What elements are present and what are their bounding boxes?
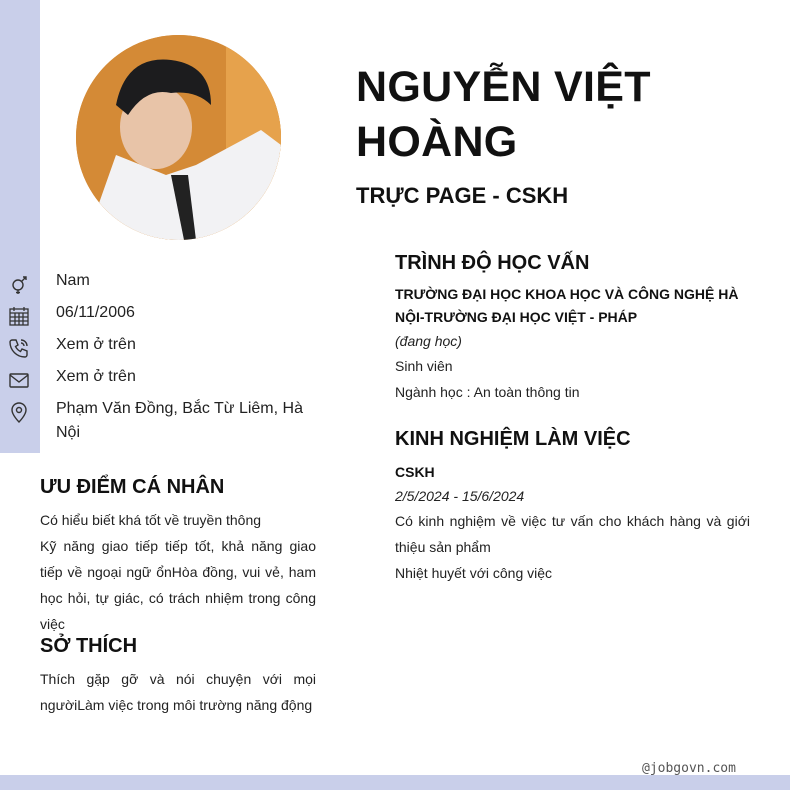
hobbies-heading: SỞ THÍCH	[40, 635, 138, 657]
email-text: Xem ở trên	[56, 368, 136, 385]
candidate-name: NGUYỄN VIỆT HOÀNG	[356, 63, 651, 166]
school-name: TRƯỜNG ĐẠI HỌC KHOA HỌC VÀ CÔNG NGHỆ HÀ NỘI-TRƯỜNG ĐẠI HỌC VIỆT - PHÁP	[395, 286, 739, 325]
experience-section	[395, 428, 750, 586]
contact-birthday	[0, 301, 330, 333]
contact-email	[0, 365, 330, 397]
phone-text: Xem ở trên	[56, 336, 136, 353]
gender-icon	[8, 273, 30, 295]
strengths-section	[40, 476, 316, 637]
phone-icon	[8, 337, 30, 359]
email-icon	[8, 369, 30, 391]
calendar-icon	[8, 305, 30, 327]
contact-phone	[0, 333, 330, 365]
education-heading: TRÌNH ĐỘ HỌC VẤN	[395, 252, 590, 274]
education-section	[395, 252, 750, 405]
avatar	[76, 35, 281, 240]
education-role: Sinh viên	[395, 358, 453, 374]
location-icon	[8, 401, 30, 423]
education-status: (đang học)	[395, 333, 462, 349]
bottom-accent-strip	[0, 775, 790, 790]
strengths-text: Có hiểu biết khá tốt về truyền thông Kỹ năng giao tiếp tiếp tốt, khả năng giao tiếp về ngoại ngữ ổnHòa đồng, vui vẻ, ham học hỏi, tự giác, có trách nhiệm trong công việc	[40, 512, 316, 632]
contact-gender	[0, 269, 330, 301]
experience-position: CSKH	[395, 464, 435, 480]
strengths-heading: ƯU ĐIỂM CÁ NHÂN	[40, 476, 225, 498]
experience-description: Có kinh nghiệm về việc tư vấn cho khách hàng và giới thiệu sản phẩm Nhiệt huyết với công việc	[395, 513, 750, 581]
education-major: Ngành học : An toàn thông tin	[395, 384, 580, 400]
hobbies-text: Thích gặp gỡ và nói chuyện với mọi ngườiLàm việc trong môi trường năng động	[40, 671, 316, 713]
contact-address	[0, 397, 330, 445]
gender-text: Nam	[56, 272, 90, 289]
birthday-text: 06/11/2006	[56, 304, 135, 321]
job-title: TRỰC PAGE - CSKH	[356, 183, 569, 208]
experience-period: 2/5/2024 - 15/6/2024	[395, 488, 525, 504]
address-text: Phạm Văn Đồng, Bắc Từ Liêm, Hà Nội	[56, 400, 303, 441]
hobbies-section	[40, 635, 316, 718]
experience-heading: KINH NGHIỆM LÀM VIỆC	[395, 428, 631, 450]
watermark: @jobgovn.com	[642, 761, 736, 776]
contact-list	[0, 269, 330, 445]
